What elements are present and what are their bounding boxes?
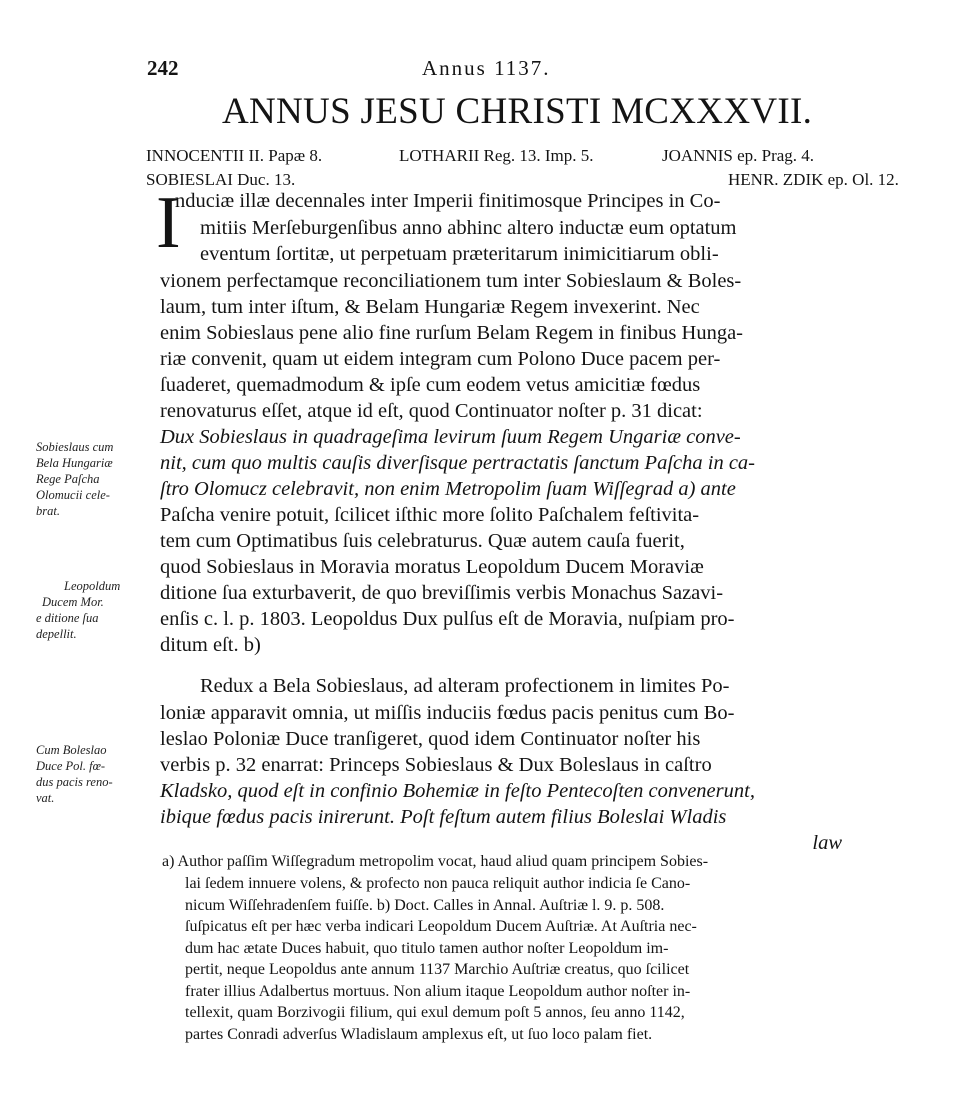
footnote-line: ſuſpicatus eſt per hæc verba indicari Leopoldum Ducem Auſtriæ. At Auſtria nec- xyxy=(185,918,697,935)
reign-bishop-prague: JOANNIS ep. Prag. 4. xyxy=(662,146,815,165)
margin-note-line: vat. xyxy=(36,791,55,805)
text-line: ibique fœdus pacis inirerunt. Poſt feſtum autem filius Boleslai Wladis xyxy=(160,806,727,828)
margin-note xyxy=(36,578,120,642)
text-line: leslao Poloniæ Duce tranſigeret, quod idem Continuator noſter his xyxy=(160,728,701,750)
margin-note-line: brat. xyxy=(36,504,60,518)
text-line: tem cum Optimatibus ſuis celebraturus. Quæ autem cauſa fuerit, xyxy=(160,530,685,552)
text-line: laum, tum inter iſtum, & Belam Hungariæ Regem invexerint. Nec xyxy=(160,296,700,318)
text-line: enſis c. l. p. 1803. Leopoldus Dux pulſus eſt de Moravia, nuſpiam pro- xyxy=(160,608,735,630)
margin-note-line: Leopoldum xyxy=(64,579,121,593)
margin-note-line: e ditione ſua xyxy=(36,611,99,625)
margin-note-line: Ducem Mor. xyxy=(42,595,104,609)
page-number: 242 xyxy=(147,56,179,80)
margin-note-line: Rege Paſcha xyxy=(36,472,100,486)
text-line: Redux a Bela Sobieslaus, ad alteram profectionem in limites Po- xyxy=(200,675,730,697)
margin-note-line: Cum Boleslao xyxy=(36,743,107,757)
text-line: Dux Sobieslaus in quadrageſima levirum ſuum Regem Ungariæ conve- xyxy=(160,426,741,448)
running-head: Annus 1137. xyxy=(422,56,551,80)
text-line: ſuaderet, quemadmodum & ipſe cum eodem vetus amicitiæ fœdus xyxy=(160,374,701,396)
footnote-line: dum hac ætate Duces habuit, quo titulo tamen author noſter Leopoldum im- xyxy=(185,940,669,957)
margin-note-line: dus pacis reno- xyxy=(36,775,113,789)
text-line: ditione ſua exturbaverit, de quo breviſſimis verbis Monachus Sazavi- xyxy=(160,582,724,604)
footnote-line: nicum Wiſſehradenſem fuiſſe. b) Doct. Calles in Annal. Auſtriæ l. 9. p. 508. xyxy=(185,897,665,914)
text-line: ditum eſt. b) xyxy=(160,634,261,656)
margin-note-line: Duce Pol. fœ- xyxy=(36,759,106,773)
margin-note-line: Olomucii cele- xyxy=(36,488,110,502)
catchword: law xyxy=(812,832,842,854)
text-line: loniæ apparavit omnia, ut miſſis induciis fœdus pacis penitus cum Bo- xyxy=(160,702,735,724)
margin-note-line: depellit. xyxy=(36,627,77,641)
reign-duke: SOBIESLAI Duc. 13. xyxy=(146,170,296,189)
footnote-line: lai ſedem innuere volens, & profecto non pauca reliquit author indicia ſe Cano- xyxy=(185,875,691,892)
footnote-line: partes Conradi adverſus Wladislaum amplexus eſt, ut ſuo loco palam fiet. xyxy=(185,1026,653,1043)
footnote-line: frater illius Adalbertus mortuus. Non alium itaque Leopoldum author noſter in- xyxy=(185,983,691,1000)
footnote-line: pertit, neque Leopoldus ante annum 1137 Marchio Auſtriæ creatus, quo ſcilicet xyxy=(185,961,690,978)
text-line: enim Sobieslaus pene alio fine rurſum Belam Regem in finibus Hunga- xyxy=(160,322,743,344)
reign-emperor: LOTHARII Reg. 13. Imp. 5. xyxy=(399,146,594,165)
text-line: quod Sobieslaus in Moravia moratus Leopoldum Ducem Moraviæ xyxy=(160,556,704,578)
margin-note xyxy=(36,439,113,519)
drop-cap: I xyxy=(156,182,181,264)
reign-pope: INNOCENTII II. Papæ 8. xyxy=(146,146,323,165)
margin-note xyxy=(36,742,113,806)
reign-bishop-olomouc: HENR. ZDIK ep. Ol. 12. xyxy=(728,170,899,189)
text-line: Paſcha venire potuit, ſcilicet iſthic more ſolito Paſchalem feſtivita- xyxy=(160,504,700,526)
text-line: riæ convenit, quam ut eidem integram cum Polono Duce pacem per- xyxy=(160,348,721,370)
text-line: eventum ſortitæ, ut perpetuam præteritarum inimicitiarum obli- xyxy=(200,243,719,265)
text-line: nit, cum quo multis cauſis diverſisque pertractatis ſanctum Paſcha in ca- xyxy=(160,452,755,474)
footnote-line: a) Author paſſim Wiſſegradum metropolim vocat, haud aliud quam principem Sobies- xyxy=(162,853,709,870)
text-line: ſtro Olomucz celebravit, non enim Metropolim ſuam Wiſſegrad a) ante xyxy=(160,478,736,500)
footnote-line: tellexit, quam Borzivogii filium, qui exul demum poſt 5 annos, ſeu anno 1142, xyxy=(185,1004,685,1021)
text-line: renovaturus eſſet, atque id eſt, quod Continuator noſter p. 31 dicat: xyxy=(160,400,703,422)
text-line: vionem perfectamque reconciliationem tum inter Sobieslaum & Boles- xyxy=(160,270,742,292)
text-line: mitiis Merſeburgenſibus anno abhinc altero inductæ eum optatum xyxy=(200,217,737,239)
margin-note-line: Sobieslaus cum xyxy=(36,440,114,454)
text-line: verbis p. 32 enarrat: Princeps Sobieslaus & Dux Boleslaus in caſtro xyxy=(160,754,712,776)
text-line: nduciæ illæ decennales inter Imperii finitimosque Principes in Co- xyxy=(175,190,721,212)
year-title: ANNUS JESU CHRISTI MCXXXVII. xyxy=(222,91,813,132)
text-line: Kladsko, quod eſt in confinio Bohemiæ in feſto Pentecoſten convenerunt, xyxy=(160,780,755,802)
margin-note-line: Bela Hungariæ xyxy=(36,456,113,470)
